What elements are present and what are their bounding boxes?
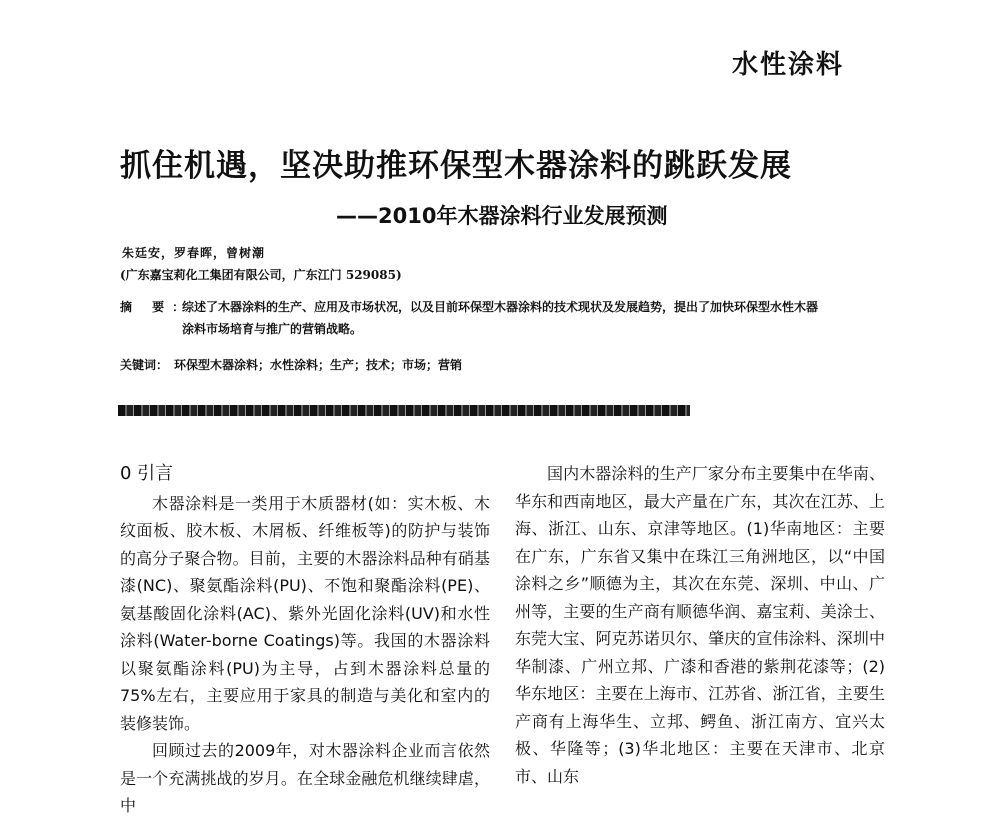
affiliation: (广东嘉宝莉化工集团有限公司，广东江门 529085) bbox=[120, 268, 402, 282]
section-tag: 水性涂料 bbox=[731, 50, 844, 80]
abstract-text: 综述了木器涂料的生产、应用及市场状况，以及目前环保型木器涂料的技术现状及发展趋势，提出了加快环保型水性木器涂料市场培育与推广的营销战略。 bbox=[182, 300, 819, 336]
left-column bbox=[120, 460, 490, 820]
article-subtitle: ——2010年木器涂料行业发展预测 bbox=[336, 204, 668, 228]
paragraph: 回顾过去的2009年，对木器涂料企业而言依然是一个充满挑战的岁月。在全球金融危机继续肆虐，中 bbox=[120, 741, 490, 815]
paragraph: 国内木器涂料的生产厂家分布主要集中在华南、华东和西南地区，最大产量在广东，其次在江苏、上海、浙江、山东、京津等地区。(1)华南地区：主要在广东，广东省又集中在珠江三角洲地区，以“中国涂料之乡”顺德为主，其次在东莞、深圳、中山、广州等，主要的生产商有顺德华润、嘉宝莉、美涂士、东莞大宝、阿克苏诺贝尔、肇庆的宣伟涂料、深圳中华制漆、广州立邦、广漆和香港的紫荆花漆等；(2)华东地区：主要在上海市、江苏省、浙江省，主要生产商有上海华生、立邦、鳄鱼、浙江南方、宜兴太极、华隆等；(3)华北地区：主要在天津市、北京市、山东 bbox=[515, 464, 885, 786]
section-heading: 0 引言 bbox=[120, 463, 174, 484]
abstract-label: 摘 要： bbox=[120, 300, 193, 314]
authors: 朱廷安，罗春晖，曾树潮 bbox=[122, 246, 266, 260]
divider-bar bbox=[118, 405, 690, 416]
right-column bbox=[515, 460, 885, 790]
article-title: 抓住机遇，坚决助推环保型木器涂料的跳跃发展 bbox=[120, 148, 792, 184]
abstract bbox=[120, 296, 820, 340]
keywords bbox=[120, 356, 462, 373]
paragraph: 木器涂料是一类用于木质器材(如：实木板、木纹面板、胶木板、木屑板、纤维板等)的防护与装饰的高分子聚合物。目前，主要的木器涂料品种有硝基漆(NC)、聚氨酯涂料(PU)、不饱和聚酯涂料(PE)、氨基酸固化涂料(AC)、紫外光固化涂料(UV)和水性涂料(Water-borne Coatings)等。我国的木器涂料以聚氨酯涂料(PU)为主导，占到木器涂料总量的75%左右，主要应用于家具的制造与美化和室内的装修装饰。 bbox=[120, 493, 490, 733]
keywords-text: 环保型木器涂料；水性涂料；生产；技术；市场；营销 bbox=[174, 358, 463, 372]
keywords-label: 关键词： bbox=[120, 358, 169, 372]
